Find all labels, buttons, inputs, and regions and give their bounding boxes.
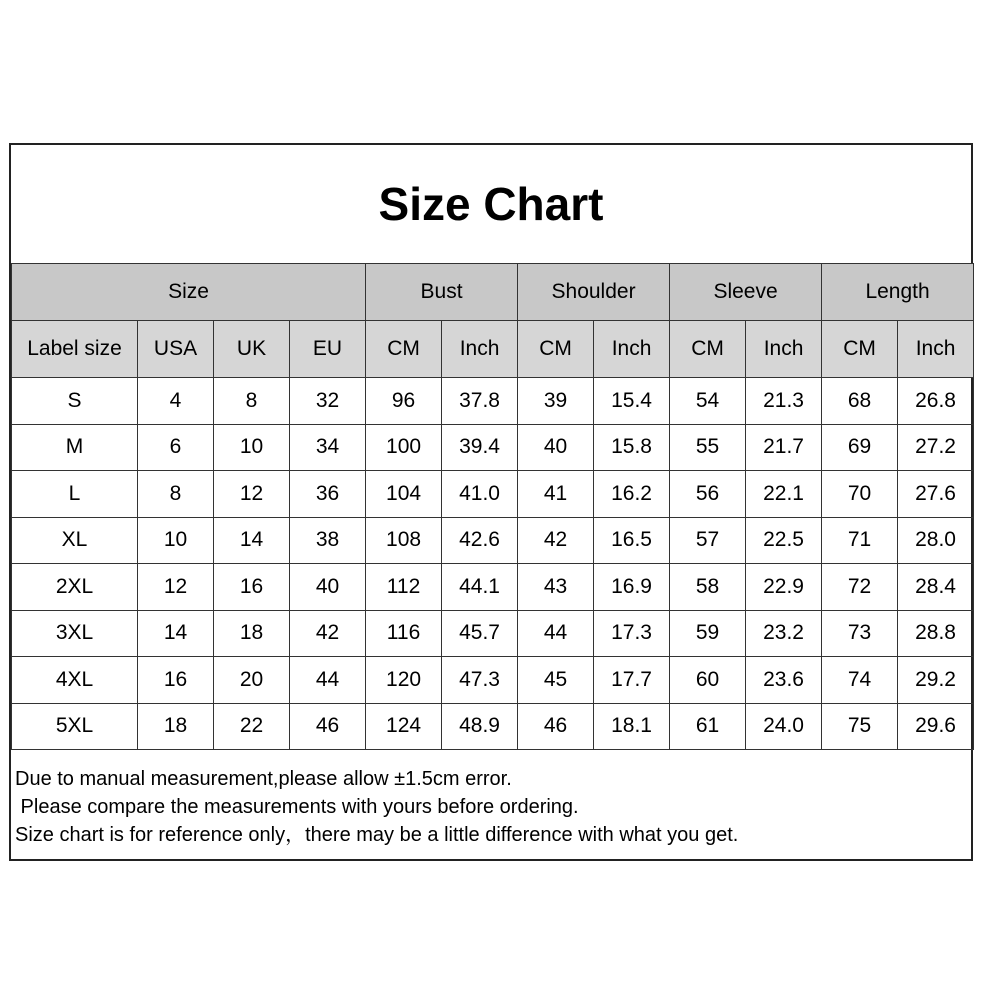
table-row bbox=[12, 378, 974, 425]
table-cell: 104 bbox=[366, 471, 442, 518]
note-line: Please compare the measurements with yours before ordering. bbox=[15, 796, 579, 818]
note-line: Due to manual measurement,please allow ±1.5cm error. bbox=[15, 768, 512, 790]
table-cell: 3XL bbox=[12, 610, 138, 657]
table-cell: 23.2 bbox=[746, 610, 822, 657]
table-row bbox=[12, 703, 974, 750]
table-cell: 72 bbox=[822, 564, 898, 611]
column-header-cell: EU bbox=[290, 321, 366, 378]
table-cell: 8 bbox=[214, 378, 290, 425]
table-body bbox=[12, 378, 974, 750]
table-cell: 74 bbox=[822, 657, 898, 704]
column-header-cell: Inch bbox=[898, 321, 974, 378]
table-cell: 28.8 bbox=[898, 610, 974, 657]
table-cell: S bbox=[12, 378, 138, 425]
table-cell: 18 bbox=[214, 610, 290, 657]
table-cell: 24.0 bbox=[746, 703, 822, 750]
table-cell: 17.3 bbox=[594, 610, 670, 657]
column-header-cell: USA bbox=[138, 321, 214, 378]
notes bbox=[15, 765, 738, 849]
table-cell: 12 bbox=[138, 564, 214, 611]
table-cell: M bbox=[12, 424, 138, 471]
table-cell: 39.4 bbox=[442, 424, 518, 471]
table-cell: 15.4 bbox=[594, 378, 670, 425]
column-header-cell: Inch bbox=[594, 321, 670, 378]
table-cell: 120 bbox=[366, 657, 442, 704]
group-header-cell: Size bbox=[12, 264, 366, 321]
table-cell: 61 bbox=[670, 703, 746, 750]
table-cell: 44 bbox=[290, 657, 366, 704]
table-row bbox=[12, 471, 974, 518]
table-cell: 116 bbox=[366, 610, 442, 657]
table-row bbox=[12, 610, 974, 657]
group-header-cell: Sleeve bbox=[670, 264, 822, 321]
table-cell: 22.9 bbox=[746, 564, 822, 611]
table-cell: 68 bbox=[822, 378, 898, 425]
table-cell: 47.3 bbox=[442, 657, 518, 704]
table-cell: 10 bbox=[138, 517, 214, 564]
table-cell: 37.8 bbox=[442, 378, 518, 425]
table-cell: 70 bbox=[822, 471, 898, 518]
table-cell: 26.8 bbox=[898, 378, 974, 425]
table-cell: 96 bbox=[366, 378, 442, 425]
table-cell: 18.1 bbox=[594, 703, 670, 750]
column-header-cell: Inch bbox=[746, 321, 822, 378]
table-cell: 112 bbox=[366, 564, 442, 611]
column-header-cell: CM bbox=[822, 321, 898, 378]
table-cell: 29.6 bbox=[898, 703, 974, 750]
table-cell: 21.7 bbox=[746, 424, 822, 471]
table-cell: 6 bbox=[138, 424, 214, 471]
table-cell: 10 bbox=[214, 424, 290, 471]
group-header-cell: Length bbox=[822, 264, 974, 321]
table-cell: 27.6 bbox=[898, 471, 974, 518]
table-cell: 22.5 bbox=[746, 517, 822, 564]
table-cell: 44.1 bbox=[442, 564, 518, 611]
table-cell: 16 bbox=[214, 564, 290, 611]
note-line: Size chart is for reference only，there may be a little difference with what you get. bbox=[15, 824, 739, 846]
table-cell: 8 bbox=[138, 471, 214, 518]
column-header-cell: CM bbox=[670, 321, 746, 378]
table-cell: 41.0 bbox=[442, 471, 518, 518]
table-cell: 28.0 bbox=[898, 517, 974, 564]
table-cell: 71 bbox=[822, 517, 898, 564]
table-cell: 100 bbox=[366, 424, 442, 471]
table-cell: 124 bbox=[366, 703, 442, 750]
size-table bbox=[11, 263, 974, 750]
group-header-cell: Bust bbox=[366, 264, 518, 321]
table-cell: 4XL bbox=[12, 657, 138, 704]
table-cell: 60 bbox=[670, 657, 746, 704]
group-header-cell: Shoulder bbox=[518, 264, 670, 321]
column-header-cell: CM bbox=[518, 321, 594, 378]
table-cell: 16 bbox=[138, 657, 214, 704]
table-cell: 22 bbox=[214, 703, 290, 750]
table-cell: 59 bbox=[670, 610, 746, 657]
table-cell: 32 bbox=[290, 378, 366, 425]
table-cell: 73 bbox=[822, 610, 898, 657]
table-cell: 23.6 bbox=[746, 657, 822, 704]
table-cell: 46 bbox=[518, 703, 594, 750]
column-header-cell: Inch bbox=[442, 321, 518, 378]
table-cell: 58 bbox=[670, 564, 746, 611]
table-row bbox=[12, 657, 974, 704]
table-cell: 16.2 bbox=[594, 471, 670, 518]
table-cell: 20 bbox=[214, 657, 290, 704]
table-cell: 44 bbox=[518, 610, 594, 657]
table-cell: XL bbox=[12, 517, 138, 564]
table-cell: 15.8 bbox=[594, 424, 670, 471]
table-cell: 40 bbox=[518, 424, 594, 471]
table-cell: 38 bbox=[290, 517, 366, 564]
column-header-cell: Label size bbox=[12, 321, 138, 378]
table-cell: 29.2 bbox=[898, 657, 974, 704]
table-cell: 17.7 bbox=[594, 657, 670, 704]
table-cell: 14 bbox=[214, 517, 290, 564]
table-cell: 18 bbox=[138, 703, 214, 750]
table-cell: 48.9 bbox=[442, 703, 518, 750]
table-cell: 4 bbox=[138, 378, 214, 425]
table-cell: 36 bbox=[290, 471, 366, 518]
table-cell: 5XL bbox=[12, 703, 138, 750]
table-cell: 28.4 bbox=[898, 564, 974, 611]
table-cell: 69 bbox=[822, 424, 898, 471]
table-row bbox=[12, 424, 974, 471]
table-cell: 42 bbox=[290, 610, 366, 657]
column-header-cell: UK bbox=[214, 321, 290, 378]
table-cell: 2XL bbox=[12, 564, 138, 611]
table-cell: 55 bbox=[670, 424, 746, 471]
size-chart-sheet bbox=[9, 143, 973, 861]
table-cell: 14 bbox=[138, 610, 214, 657]
table-cell: 22.1 bbox=[746, 471, 822, 518]
table-cell: 42.6 bbox=[442, 517, 518, 564]
table-cell: 12 bbox=[214, 471, 290, 518]
table-cell: 21.3 bbox=[746, 378, 822, 425]
table-cell: 39 bbox=[518, 378, 594, 425]
table-row bbox=[12, 517, 974, 564]
table-cell: 16.9 bbox=[594, 564, 670, 611]
table-cell: L bbox=[12, 471, 138, 518]
column-header-row bbox=[12, 321, 974, 378]
table-row bbox=[12, 564, 974, 611]
table-cell: 45 bbox=[518, 657, 594, 704]
table-cell: 16.5 bbox=[594, 517, 670, 564]
table-cell: 27.2 bbox=[898, 424, 974, 471]
column-header-cell: CM bbox=[366, 321, 442, 378]
table-cell: 46 bbox=[290, 703, 366, 750]
table-cell: 43 bbox=[518, 564, 594, 611]
table-cell: 75 bbox=[822, 703, 898, 750]
table-cell: 45.7 bbox=[442, 610, 518, 657]
group-header-row bbox=[12, 264, 974, 321]
chart-title: Size Chart bbox=[378, 178, 604, 230]
table-cell: 108 bbox=[366, 517, 442, 564]
table-cell: 42 bbox=[518, 517, 594, 564]
table-cell: 40 bbox=[290, 564, 366, 611]
table-cell: 41 bbox=[518, 471, 594, 518]
table-cell: 57 bbox=[670, 517, 746, 564]
table-cell: 54 bbox=[670, 378, 746, 425]
table-cell: 34 bbox=[290, 424, 366, 471]
table-cell: 56 bbox=[670, 471, 746, 518]
